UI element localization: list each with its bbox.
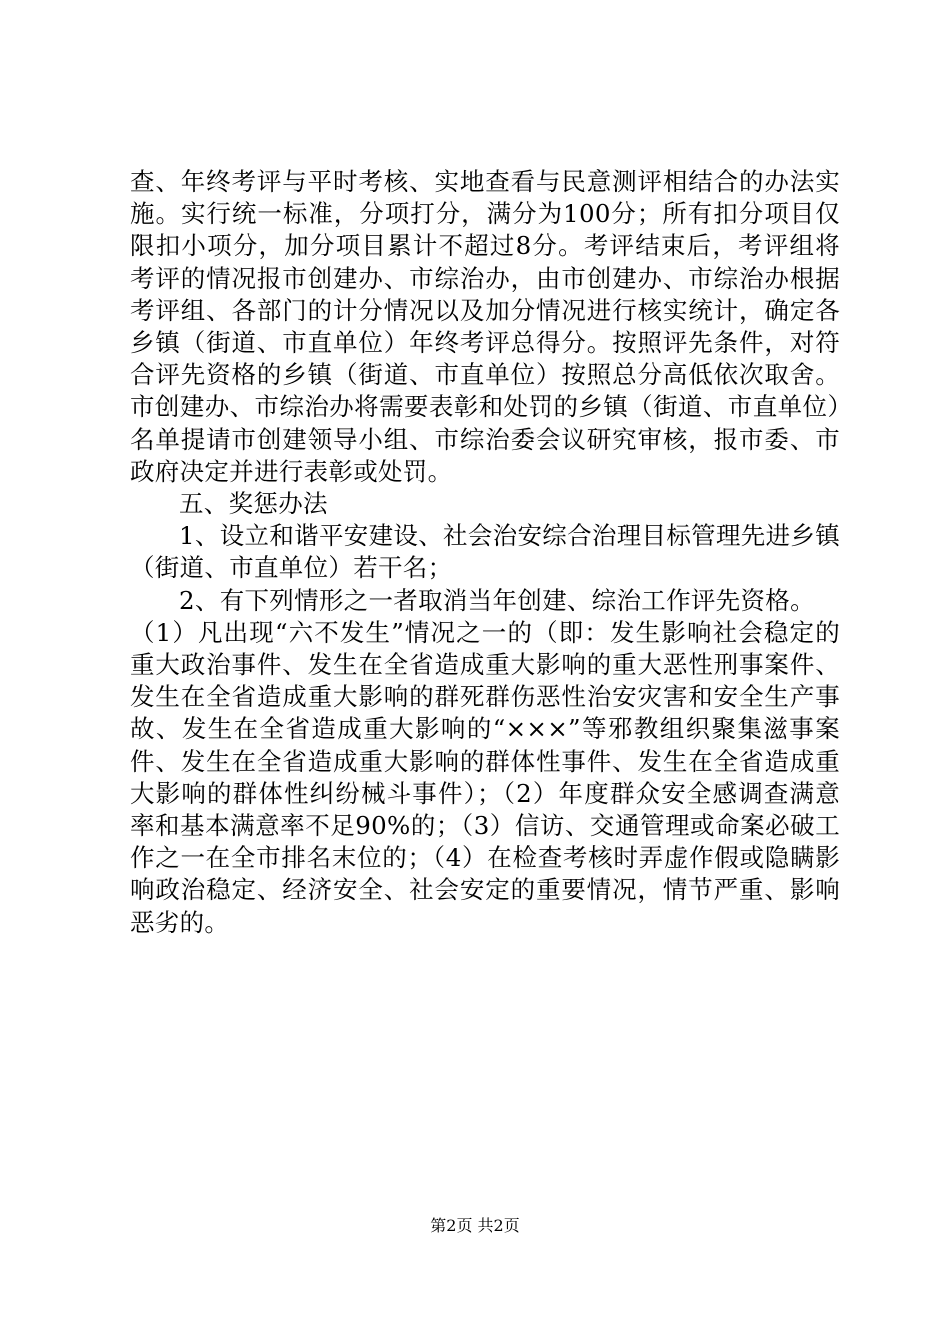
paragraph-item-2: 2、有下列情形之一者取消当年创建、综治工作评先资格。 [179,585,815,615]
paragraph-disqualification-conditions: （1）凡出现“六不发生”情况之一的（即：发生影响社会稳定的重大政治事件、发生在全省造成重大影响的重大恶性刑事案件、发生在全省造成重大影响的群死群伤恶性治安灾害和安全生产事故、发生在全省造成重大影响的“×××”等邪教组织聚集滋事案件、发生在全省造成重大影响的群体性事件、发生在全省造成重大影响的群体性纠纷械斗事件）；（2）年度群众安全感调查满意率和基本满意率不足90%的；（3）信访、交通管理或命案必破工作之一在全市排名末位的；（4）在检查考核时弄虚作假或隐瞒影响政治稳定、经济安全、社会安定的重要情况，情节严重、影响恶劣的。 [130,617,840,937]
page-footer: 第2页 共2页 [430,1216,520,1235]
section-heading-rewards-penalties: 五、奖惩办法 [179,489,328,519]
paragraph-item-1: 1、设立和谐平安建设、社会治安综合治理目标管理先进乡镇（街道、市直单位）若干名； [130,521,840,583]
document-body [130,166,840,939]
paragraph-scoring-method: 查、年终考评与平时考核、实地查看与民意测评相结合的办法实施。实行统一标准，分项打分，满分为100分；所有扣分项目仅限扣小项分，加分项目累计不超过8分。考评结束后，考评组将考评的情况报市创建办、市综治办，由市创建办、市综治办根据考评组、各部门的计分情况以及加分情况进行核实统计，确定各乡镇（街道、市直单位）年终考评总得分。按照评先条件，对符合评先资格的乡镇（街道、市直单位）按照总分高低依次取舍。市创建办、市综治办将需要表彰和处罚的乡镇（街道、市直单位）名单提请市创建领导小组、市综治委会议研究审核，报市委、市政府决定并进行表彰或处罚。 [130,167,840,486]
